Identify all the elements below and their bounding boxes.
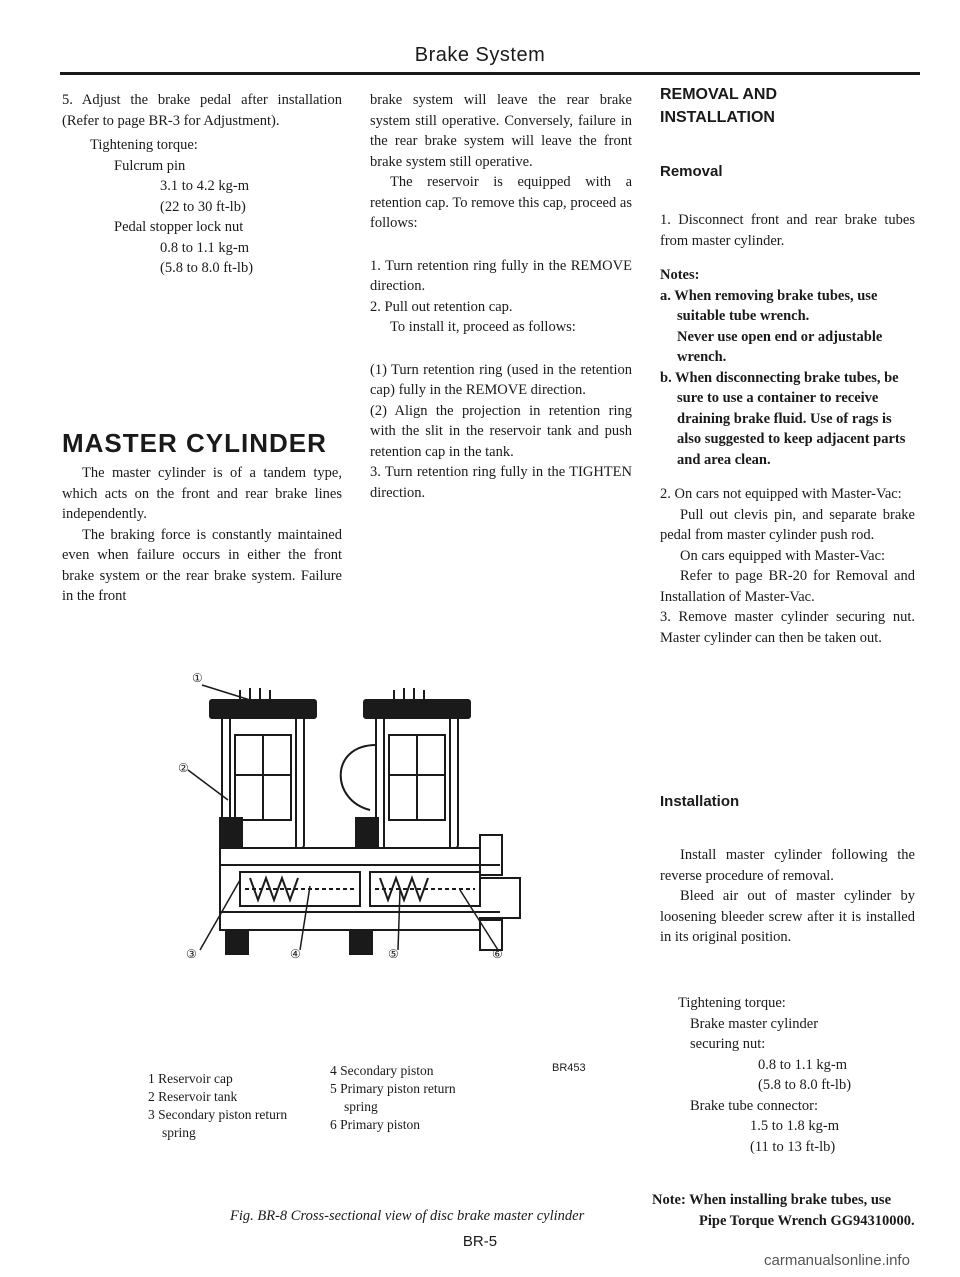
legend-item-1: 1 Reservoir cap — [148, 1071, 233, 1086]
removal-step-2a: Pull out clevis pin, and separate brake pedal from master cylinder push rod. — [660, 506, 915, 543]
column-right — [660, 210, 915, 648]
mid-item-1: (1) Turn retention ring (used in the retention cap) fully in the REMOVE direction. — [370, 361, 632, 398]
installation-subheading: Installation — [660, 793, 740, 810]
installation-note — [652, 1190, 922, 1231]
legend-item-6: 6 Primary piston — [330, 1117, 420, 1132]
removal-step-2c: Refer to page BR-20 for Removal and Installation of Master-Vac. — [660, 568, 915, 605]
installation-para-1: Install master cylinder following the reverse procedure of removal. — [660, 847, 915, 884]
header-rule — [60, 72, 920, 75]
stopper-value-metric: 0.8 to 1.1 kg-m — [160, 239, 250, 256]
callout-6: ⑥ — [492, 947, 503, 961]
callout-4: ④ — [290, 947, 301, 961]
note-a-1: a. When removing brake tubes, use — [660, 287, 878, 304]
mid-para-1: brake system will leave the rear brake system still operative. Conversely, failure in the rear brake system will leave the front brake system still operative. — [370, 92, 632, 170]
torque-label: Tightening torque: — [90, 137, 198, 153]
mid-step-1: 1. Turn retention ring fully in the REMOVE direction. — [370, 257, 632, 294]
stopper-value-imperial: (5.8 to 8.0 ft-lb) — [160, 260, 254, 276]
removal-installation-heading — [660, 86, 777, 127]
mc-para-2: The braking force is constantly maintained even when failure occurs in either the front brake system or the rear brake system. Failure in the front — [62, 526, 342, 604]
tq-master-nut-2: securing nut: — [690, 1036, 766, 1052]
tq-tube-metric: 1.5 to 1.8 kg-m — [750, 1118, 840, 1134]
note-line-2: Pipe Torque Wrench GG94310000. — [699, 1212, 915, 1229]
legend-item-3: 3 Secondary piston return — [148, 1107, 288, 1122]
callout-5: ⑤ — [388, 947, 399, 961]
tq-master-nut-imperial: (5.8 to 8.0 ft-lb) — [758, 1077, 852, 1093]
removal-step-1: 1. Disconnect front and rear brake tubes from master cylinder. — [660, 212, 915, 249]
removal-step-2b: On cars equipped with Master-Vac: — [680, 547, 886, 564]
mid-para-2: The reservoir is equipped with a retention cap. To remove this cap, proceed as follows: — [370, 174, 632, 231]
callout-1: ① — [192, 671, 203, 685]
callout-3: ③ — [186, 947, 197, 961]
installation-torque — [678, 993, 918, 1157]
mc-para-1: The master cylinder is of a tandem type, which acts on the front and rear brake lines independently. — [62, 465, 342, 522]
tq-tube-connector: Brake tube connector: — [690, 1097, 819, 1114]
tq-label: Tightening torque: — [678, 995, 786, 1011]
fulcrum-value-imperial: (22 to 30 ft-lb) — [160, 198, 246, 215]
figure-legend-right — [330, 1062, 520, 1134]
note-a-3: Never use open end or adjustable wrench. — [677, 328, 883, 365]
mid-step-2: 2. Pull out retention cap. — [370, 298, 513, 315]
page-number: BR-5 — [462, 1233, 498, 1250]
page-header-title: Brake System — [414, 44, 546, 66]
tq-master-nut: Brake master cylinder — [690, 1015, 819, 1032]
legend-item-2: 2 Reservoir tank — [148, 1089, 238, 1104]
legend-item-5b: spring — [344, 1099, 378, 1114]
fulcrum-pin: Fulcrum pin — [114, 157, 186, 174]
column-left — [62, 90, 342, 279]
mid-item-2: (2) Align the projection in retention ring with the slit in the reservoir tank and push retention cap in the tank. — [370, 402, 632, 460]
mid-step-2b: To install it, proceed as follows: — [390, 319, 576, 335]
figure-caption: Fig. BR-8 Cross-sectional view of disc brake master cylinder — [230, 1208, 585, 1224]
heading-line-1: REMOVAL AND — [660, 86, 778, 103]
removal-subheading: Removal — [660, 163, 723, 180]
fulcrum-value-metric: 3.1 to 4.2 kg-m — [160, 178, 250, 194]
removal-step-2: 2. On cars not equipped with Master-Vac: — [660, 486, 902, 502]
pedal-stopper: Pedal stopper lock nut — [114, 219, 244, 235]
note-a-2: suitable tube wrench. — [677, 308, 810, 324]
figure-legend-left — [148, 1070, 318, 1142]
installation-para-2: Bleed air out of master cylinder by loosening bleeder screw after it is installed in its original position. — [660, 888, 915, 945]
legend-item-5: 5 Primary piston return — [330, 1081, 456, 1096]
legend-item-4: 4 Secondary piston — [330, 1063, 434, 1078]
column-left-body — [62, 463, 342, 607]
notes-label: Notes: — [660, 267, 700, 283]
note-b-1: b. When disconnecting brake tubes, be — [660, 369, 899, 386]
figure-code: BR453 — [552, 1062, 586, 1074]
tq-master-nut-metric: 0.8 to 1.1 kg-m — [758, 1056, 848, 1073]
tq-tube-imperial: (11 to 13 ft-lb) — [750, 1138, 836, 1155]
note-b-2: sure to use a container to receive draining brake fluid. Use of rags is also suggested to keep adjacent parts and area clean. — [677, 390, 906, 468]
column-middle — [370, 90, 632, 503]
note-line-1: Note: When installing brake tubes, use — [652, 1192, 892, 1208]
removal-step-3: 3. Remove master cylinder securing nut. Master cylinder can then be taken out. — [660, 609, 915, 646]
heading-line-2: INSTALLATION — [660, 109, 775, 126]
legend-item-3b: spring — [162, 1125, 196, 1140]
callout-2: ② — [178, 761, 189, 775]
step-5: 5. Adjust the brake pedal after installation (Refer to page BR-3 for Adjustment). — [62, 92, 342, 129]
mid-item-3: 3. Turn retention ring fully in the TIGHTEN direction. — [370, 464, 632, 501]
installation-body — [660, 845, 915, 948]
section-heading-master-cylinder: MASTER CYLINDER — [62, 428, 327, 458]
master-cylinder-figure — [180, 650, 560, 960]
watermark: carmanualsonline.info — [764, 1252, 910, 1269]
